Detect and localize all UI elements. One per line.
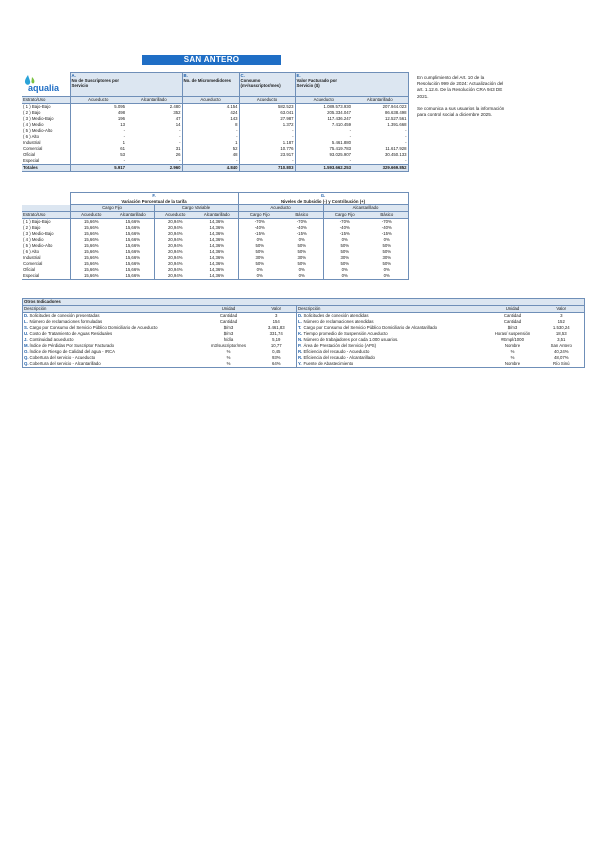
compliance-note-paragraph-1: En cumplimiento del Art. 10 de la Resolución 999 de 2024: Actualización del art. 1.12.6. De la Resolución CRA 943 DE 2021. bbox=[417, 75, 504, 99]
indicators-title: Otros Indicadores bbox=[23, 299, 585, 306]
subscribers-row: Oficial 53 26 48 23.917 93.025.907 30.450.133 bbox=[23, 152, 407, 157]
header-f: F. Variación Porcentual de la tarifa bbox=[70, 193, 238, 205]
subscribers-row: Comercial 61 31 52 10.776 75.419.783 11.617.928 bbox=[23, 146, 407, 151]
totals-row: Totales 5.917 2.960 4.840 710.803 1.593.662.253 329.669.852 bbox=[23, 165, 407, 170]
estrato-header: Estrato/Uso bbox=[22, 97, 70, 104]
compliance-note-paragraph-2: Se comunica a sus usuarios la información para control social a diciembre 2025. bbox=[417, 105, 505, 118]
indicator-row: Q. Cobertura del servicio - Acueducto % 93% R. Eficiencia del recaudo - Alcantarillado % 48,07% bbox=[23, 355, 585, 361]
subscribers-row: Industrial 1 - 1 1.187 5.461.880 - bbox=[23, 140, 407, 145]
compliance-note bbox=[417, 75, 507, 118]
tariff-row: ( 3 ) Medio-Bajo 15,66% 15,66% 20,94% 14,36% -15% -15% -15% -15% bbox=[22, 231, 408, 237]
header-a: A. No de Suscriptores por Servicio bbox=[70, 73, 182, 97]
indicator-row: J. Continuidad acueducto h/día 5,19 N. Número de trabajadores por cada 1.000 usuarios. #Empl/1000 3,51 bbox=[23, 337, 585, 343]
tariff-row: ( 2 ) Bajo 15,66% 15,66% 20,94% 14,36% -40% -40% -40% -40% bbox=[22, 225, 408, 231]
indicator-row: Q. Cobertura del servicio - Alcantarillado % 64% Y. Fuente de Abastecimiento Nombre Río Sinú bbox=[23, 361, 585, 368]
tariff-row: ( 4 ) Medio 15,66% 15,66% 20,94% 14,36% 0% 0% 0% 0% bbox=[22, 237, 408, 243]
subscribers-table: A. No de Suscriptores por Servicio B. No. de Micromedidores C. Consumo (m³/suscriptor/mes) E. Valor Facturado por Servicio ($) Estrato/Uso Acueducto Alcantarillado Acueducto Acueducto Acueducto Alcantarillado ( 1 ) Bajo-Bajo 5.095 2.480 4.154 582.523 1.089.573.930 207.944.023 ( 2 ) Bajo 498 352 424 63.041 205.334.047 86.638.498 ( 3 ) Medio-Bajo 196 47 143 27.987 117.436.247 12.527.561 ( 4 ) Medio 13 14 8 1.372 7.410.459 1.391.668 ( 5 ) Medio-Alto - - - - - - ( 6 ) Alto - - - - - - Industrial 1 - 1 1.187 5.461.880 - Comercial 61 31 52 10.776 75.419.783 11.617.928 Oficial 53 26 48 23.917 93.025.907 30.450.133 Especial - - - - - - Totales 5.917 2.960 4.840 710.803 1.593.662.253 329.669.852 bbox=[23, 73, 407, 170]
indicator-row: O. Índice de Riesgo de Calidad del agua - IRCA % 0,45 R. Eficiencia del recaudo - Acueducto % 40,24% bbox=[23, 349, 585, 355]
header-g: G. Niveles de Subsidio (-) y Contribución (+) bbox=[238, 193, 408, 205]
indicator-row: S. Cargo por Consumo del Servicio Público Domiciliario de Acueducto $/m3 3.461,83 T. Cargo por Consumo del Servicio Público Domiciliario de Alcantarillado $/m3 1.530,24 bbox=[23, 325, 585, 331]
indicator-row: U. Costo de Tratamiento de Aguas Residuales $/m3 331,74 K. Tiempo promedio de Suspensión Acueducto Horas/ suspensión 18,53 bbox=[23, 331, 585, 337]
tariff-table: F. Variación Porcentual de la tarifa G. Niveles de Subsidio (-) y Contribución (+) Cargo Fijo Cargo Variable Acueducto Alcantarillado Estrato/Uso Acueducto Alcantarillado Acueducto Alcantarillado Cargo Fijo Básico Cargo Fijo Básico ( 1 ) Bajo-Bajo 15,66% 15,66% 20,94% 14,36% -70% -70% -70% -70% ( 2 ) Bajo 15,66% 15,66% 20,94% 14,36% -40% -40% -40% -40% ( 3 ) Medio-Bajo 15,66% 15,66% 20,94% 14,36% -15% -15% -15% -15% ( 4 ) Medio 15,66% 15,66% 20,94% 14,36% 0% 0% 0% 0% ( 5 ) Medio-Alto 15,66% 15,66% 20,94% 14,36% 50% 50% 50% 50% ( 6 ) Alto 15,66% 15,66% 20,94% 14,36% 50% 50% 50% 50% Industrial 15,66% 15,66% 20,94% 14,36% 30% 30% 30% 30% Comercial 15,66% 15,66% 20,94% 14,36% 50% 50% 50% 50% Oficial 15,66% 15,66% 20,94% 14,36% 0% 0% 0% 0% Especial 15,66% 15,66% 20,94% 14,36% 0% 0% 0% 0% bbox=[22, 192, 409, 280]
subscribers-row: ( 6 ) Alto - - - - - - bbox=[23, 134, 407, 139]
tariff-row: ( 5 ) Medio-Alto 15,66% 15,66% 20,94% 14,36% 50% 50% 50% 50% bbox=[22, 243, 408, 249]
subscribers-row: ( 2 ) Bajo 498 352 424 63.041 205.334.047 86.638.498 bbox=[23, 110, 407, 115]
tariff-row: Industrial 15,66% 15,66% 20,94% 14,36% 30% 30% 30% 30% bbox=[22, 255, 408, 261]
subscribers-row: ( 1 ) Bajo-Bajo 5.095 2.480 4.154 582.523 1.089.573.930 207.944.023 bbox=[23, 104, 407, 109]
page-title: SAN ANTERO bbox=[142, 55, 281, 65]
header-c: C. Consumo (m³/suscriptor/mes) bbox=[239, 73, 295, 97]
header-b: B. No. de Micromedidores bbox=[182, 73, 239, 97]
subscribers-row: ( 3 ) Medio-Bajo 196 47 143 27.987 117.436.247 12.527.561 bbox=[23, 116, 407, 121]
header-e: E. Valor Facturado por Servicio ($) bbox=[295, 73, 408, 97]
indicator-row: M. Índice de Pérdidas Por Suscriptor Facturado m3/suscriptor/mes 10,77 P. Área de Prestación del Servicio (APS) Nombre San Antero bbox=[23, 343, 585, 349]
subscribers-row: ( 5 ) Medio-Alto - - - - - - bbox=[23, 128, 407, 133]
indicator-row: L. Número de reclamaciones formuladas Cantidad 154 L. Número de reclamaciones atendidas Cantidad 152 bbox=[23, 319, 585, 325]
tariff-row: ( 1 ) Bajo-Bajo 15,66% 15,66% 20,94% 14,36% -70% -70% -70% -70% bbox=[22, 219, 408, 226]
tariff-row: Oficial 15,66% 15,66% 20,94% 14,36% 0% 0% 0% 0% bbox=[22, 267, 408, 273]
indicators-table: Otros Indicadores Descripción Unidad Valor Descripción Unidad Valor D. Solicitudes de conexión presentadas Cantidad 3 D. Solicitudes de conexión atendidas Cantidad 3 L. Número de reclamaciones formuladas Cantidad 154 L. Número de reclamaciones atendidas Cantidad 152 S. Cargo por Consumo del Servicio Público Domiciliario de Acueducto $/m3 3.461,83 T. Cargo por Consumo del Servicio Público Domiciliario de Alcantarillado $/m3 1.530,24 U. Costo de Tratamiento de Aguas Residuales $/m3 331,74 K. Tiempo promedio de Suspensión Acueducto Horas/ suspensión 18,53 J. Continuidad acueducto h/día 5,19 N. Número de trabajadores por cada 1.000 usuarios. #Empl/1000 3,51 M. Índice de Pérdidas Por Suscriptor Facturado m3/suscriptor/mes 10,77 P. Área de Prestación del Servicio (APS) Nombre San Antero O. Índice de Riesgo de Calidad del agua - IRCA % 0,45 R. Eficiencia del recaudo - Acueducto % 40,24% Q. Cobertura del servicio - Acueducto % 93% R. Eficiencia del recaudo - Alcantarillado % 48,07% Q. Cobertura del servicio - Alcantarillado % 64% Y. Fuente de Abastecimiento Nombre Río Sinú bbox=[22, 298, 585, 368]
subscribers-row: Especial - - - - - - bbox=[23, 158, 407, 163]
tariff-row: Especial 15,66% 15,66% 20,94% 14,36% 0% 0% 0% 0% bbox=[22, 273, 408, 280]
subscribers-row: ( 4 ) Medio 13 14 8 1.372 7.410.459 1.391.668 bbox=[23, 122, 407, 127]
tariff-row: Comercial 15,66% 15,66% 20,94% 14,36% 50% 50% 50% 50% bbox=[22, 261, 408, 267]
indicator-row: D. Solicitudes de conexión presentadas Cantidad 3 D. Solicitudes de conexión atendidas Cantidad 3 bbox=[23, 313, 585, 320]
tariff-row: ( 6 ) Alto 15,66% 15,66% 20,94% 14,36% 50% 50% 50% 50% bbox=[22, 249, 408, 255]
logo-text: aqualia bbox=[28, 83, 60, 93]
